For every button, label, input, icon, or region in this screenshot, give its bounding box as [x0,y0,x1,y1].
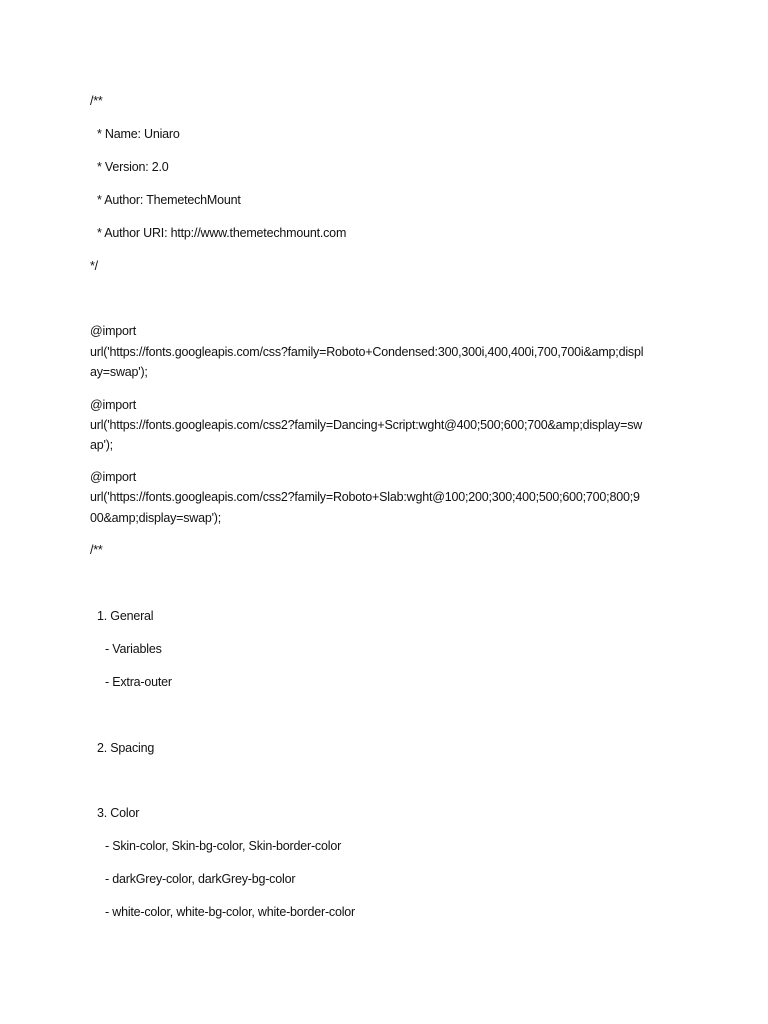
toc-general: 1. General [97,609,154,623]
comment-open: /** [90,94,103,108]
header-author-uri: * Author URI: http://www.themetechmount.com [97,226,347,240]
import-url-3b: 00&amp;display=swap'); [90,511,222,525]
toc-color: 3. Color [97,806,140,820]
comment-close: */ [90,259,98,273]
import-url-1b: ay=swap'); [90,365,148,379]
toc-darkgrey-colors: - darkGrey-color, darkGrey-bg-color [105,872,296,886]
toc-spacing: 2. Spacing [97,741,155,755]
import-url-2a: url('https://fonts.googleapis.com/css2?family=Dancing+Script:wght@400;500;600;700&amp;display=sw [90,418,643,432]
import-keyword-3: @import [90,470,137,484]
import-keyword-2: @import [90,398,137,412]
toc-extra-outer: - Extra-outer [105,675,172,689]
toc-variables: - Variables [105,642,162,656]
header-version: * Version: 2.0 [97,160,169,174]
toc-white-colors: - white-color, white-bg-color, white-border-color [105,905,356,919]
toc-comment-open: /** [90,543,103,557]
toc-skin-colors: - Skin-color, Skin-bg-color, Skin-border-color [105,839,342,853]
import-keyword-1: @import [90,324,137,338]
import-url-1a: url('https://fonts.googleapis.com/css?family=Roboto+Condensed:300,300i,400,400i,700,700i&amp;displ [90,345,644,359]
header-name: * Name: Uniaro [97,127,180,141]
header-author: * Author: ThemetechMount [97,193,241,207]
import-url-3a: url('https://fonts.googleapis.com/css2?family=Roboto+Slab:wght@100;200;300;400;500;600;700;800;9 [90,490,640,504]
import-url-2b: ap'); [90,438,113,452]
